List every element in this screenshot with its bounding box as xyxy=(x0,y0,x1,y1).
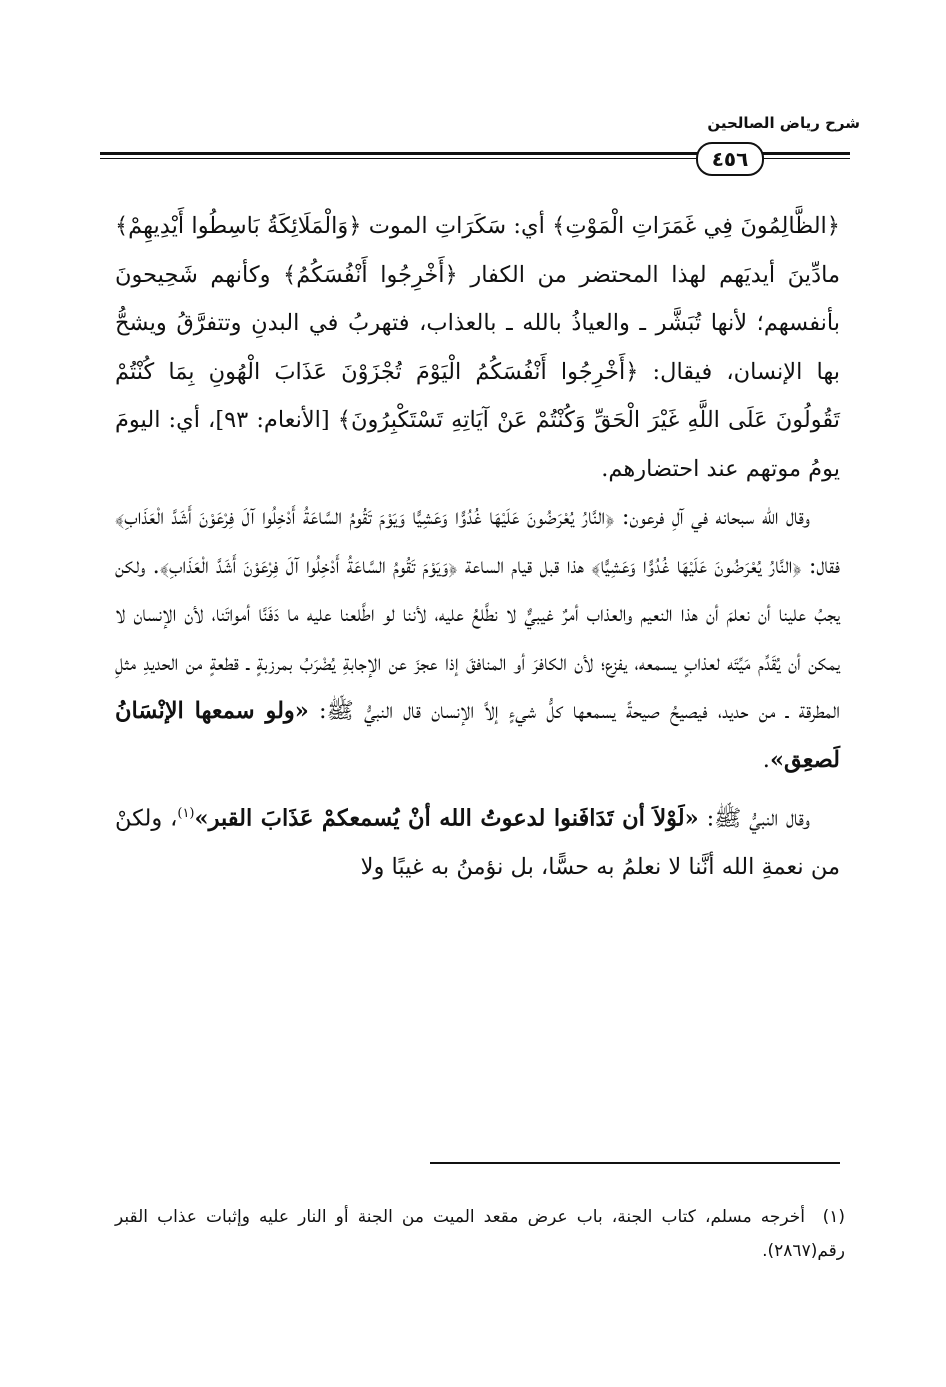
paragraph-2-text: وقال الله سبحانه في آلِ فرعون: ﴿النَّارُ يُعْرَضُونَ عَلَيْهَا غُدُوًّا وَعَشِيًّا وَيَوْمَ تَقُومُ السَّاعَةُ أَدْخِلُوا آلَ فِرْعَوْنَ أَشَدَّ الْعَذَابِ﴾ فقال: ﴿النَّارُ يُعْرَضُونَ عَلَيْهَا غُدُوًّا وَعَشِيًّا﴾ هذا قبل قيام الساعة ﴿وَيَوْمَ تَقُومُ السَّاعَةُ أَدْخِلُوا آلَ فِرْعَوْنَ أَشَدَّ الْعَذَابِ﴾. ولكن يجبُ علينا أن نعلمَ أن هذا النعيم والعذاب أمرٌ غيبيٌّ لا نطَّلعُ عليه، لأننا لو اطَّلعنا عليه ما دَفَنَّا أمواتَنا، لأن الإنسان لا يمكن أن يُقَدِّم مَيِّتَه لعذابٍ يسمعه، يفزع؛ لأن الكافرَ أو المنافقَ إذا عجزَ عن الإجابةِ يُضْرَبُ بمرزبةٍ ـ قطعةٍ من الحديدِ مثلِ المطرقة ـ من حديد، فيصيحُ صيحةً يسمعها كلُّ شيءٍ إلاَّ الإنسان قال النبيُّ ﷺ: xyxy=(115,504,841,724)
hadith-quote-1: «ولو سمعها الإنْسَانُ لَصعِق» xyxy=(115,698,840,773)
paragraph-3 xyxy=(115,790,840,892)
paragraph-2-end: . xyxy=(762,746,770,773)
footnote-number: (١) xyxy=(822,1207,845,1227)
paragraph-3-rest: ، ولكنْ من نعمةِ الله أنَّنا لا نعلمُ به حسًّا، بل نؤمنُ به غيبًا ولا xyxy=(115,805,840,880)
footnote-reference: (١) xyxy=(177,806,195,821)
running-head: شرح رياض الصالحين xyxy=(707,114,860,132)
page-number: ٤٥٦ xyxy=(696,142,764,176)
body-text xyxy=(115,202,840,892)
footnote xyxy=(115,1200,845,1268)
footnote-text: أخرجه مسلم، كتاب الجنة، باب عرض مقعد الميت من الجنة أو النار عليه وإثبات عذاب القبر رقم(٢٨٦٧). xyxy=(115,1207,845,1261)
paragraph-2 xyxy=(115,493,840,784)
footnote-separator xyxy=(430,1162,840,1164)
paragraph-3-intro: وقال النبيُّ ﷺ: xyxy=(706,805,810,832)
hadith-quote-2: «لَوْلاَ أن تَدَافَنوا لدعوتُ الله أنْ يُسمعكمْ عَذَابَ القبر» xyxy=(194,805,699,832)
paragraph-1: ﴿الظَّالِمُونَ فِي غَمَرَاتِ الْمَوْتِ﴾ أي: سَكَرَاتِ الموت ﴿وَالْمَلَائِكَةُ بَاسِطُوا أَيْدِيهِمْ﴾ مادِّينَ أيديَهم لهذا المحتضر من الكفار ﴿أَخْرِجُوا أَنْفُسَكُمُ﴾ وكأنهم شَحِيحونَ بأنفسهم؛ لأنها تُبَشَّر ـ والعياذُ بالله ـ بالعذاب، فتهربُ في البدنِ وتتفرَّقُ ويشحُّ بها الإنسان، فيقال: ﴿أَخْرِجُوا أَنْفُسَكُمُ الْيَوْمَ تُجْزَوْنَ عَذَابَ الْهُونِ بِمَا كُنْتُمْ تَقُولُونَ عَلَى اللَّهِ غَيْرَ الْحَقِّ وَكُنْتُمْ عَنْ آيَاتِهِ تَسْتَكْبِرُونَ﴾ [الأنعام: ٩٣]، أي: اليومَ يومُ موتهم عند احتضارهم. xyxy=(115,213,840,482)
